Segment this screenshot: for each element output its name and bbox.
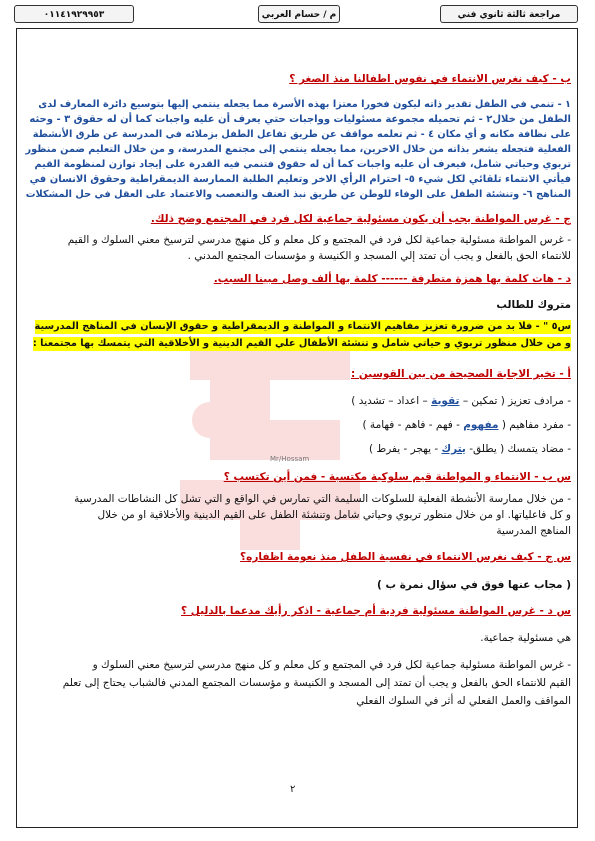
choice-suffix: - يهجر - يفرط ) bbox=[369, 443, 442, 455]
page-number: ٢ bbox=[290, 784, 296, 795]
choice-suffix: – اعداد – تشديد ) bbox=[351, 395, 432, 407]
choice-answer: مفهوم bbox=[463, 419, 499, 431]
part-c-title: س ج - كيف نغرس الانتماء في نفسية الطفل منذ نعومة اظفاره؟ bbox=[240, 551, 571, 563]
watermark-label: Mr/Hossam bbox=[270, 455, 310, 463]
section-b-title: ب - كيف نغرس الانتماء في نفوس اطفالنا منذ الصغر ؟ bbox=[289, 73, 571, 85]
choice-item bbox=[369, 442, 571, 456]
left-for-student: متروك للطالب bbox=[496, 299, 571, 311]
choice-prefix: - مرادف تعزيز ( تمكين – bbox=[459, 395, 571, 407]
section-d-title: د - هات كلمة بها همزة متطرفة ------ كلمة بها ألف وصل مبينا السبب. bbox=[213, 273, 571, 285]
header-phone: ٠١١٤١٩٢٩٩٥٣ bbox=[14, 5, 134, 23]
header-subject: مراجعة ثالثة ثانوي فني bbox=[440, 5, 578, 23]
part-d-title: س د - غرس المواطنة مسئولية فردية أم جماعية - اذكر رأيك مدعما بالدليل ؟ bbox=[181, 605, 571, 617]
question-line: و من خلال منظور تربوي و حياتي شامل و تنشئة الأطفال علي القيم الدينية و الأخلاقية التي يتمسك بها مجتمعنا : bbox=[32, 338, 571, 349]
part-b-line: - من خلال ممارسة الأنشطة الفعلية للسلوكات السليمة التي تمارس في الواقع و التي تشل كل النشاطات المدرسية bbox=[74, 493, 571, 505]
part-b-line: و كل فاعلياتها. او من خلال منظور تربوي وحياتي شامل وتنشئة الطفل على القيم الدينية والأخلاقية او من خلال bbox=[97, 509, 571, 521]
section-c-line: للانتماء الحق بالفعل و يجب أن تمتد إلي المسجد و الكنيسة و مؤسسات المجتمع المدني . bbox=[187, 250, 571, 262]
part-b-line: المناهج المدرسية bbox=[496, 525, 571, 537]
section-b-line: على نظافة مكانه و أي مكان ٤ - ثم تعلمه مواقف عن طريق تفاعل الطفل بزملائه في المدرسة عن طرق الأنشطة bbox=[32, 129, 571, 140]
part-d-opinion: هي مسئولية جماعية. bbox=[480, 632, 571, 644]
choice-answer: تقوية bbox=[431, 395, 460, 407]
part-d-line: المواقف والعمل الفعلي له أثر في السلوك الفعلي bbox=[356, 695, 571, 707]
section-b-line: فيأتي الانتماء تلقائي لكل شيء ٥- احترام الرأي الاخر وتعليم الطلبة الممارسة الديمقراطية وحقوق الانسان في bbox=[29, 174, 571, 185]
section-b-line: الفعلية فتجعله يشعر بذاته من خلال الاخرين، مما يجعله ينتمي إلى مجتمع المدرسة، و من خلال التعليم ضمن منظور bbox=[25, 144, 571, 155]
choice-suffix: - فهم - فاهم - فهامة ) bbox=[362, 419, 464, 431]
section-b-line: تربوي وحياتي شامل، فيعرف أن عليه واجبات كما أن له حقوق فتنمي فيه القدرة على إيجاد توازن لمنظومة القيم bbox=[34, 159, 571, 170]
part-b-title: س ب - الانتماء و المواطنة قيم سلوكية مكتسبة - فمن أين تكتسب ؟ bbox=[223, 471, 571, 483]
part-c-answer: ( مجاب عنها فوق في سؤال نمرة ب ) bbox=[377, 579, 571, 591]
part-d-line: القيم للانتماء الحق بالفعل و يجب أن تمتد إلى المسجد و الكنيسة و مؤسسات المجتمع المدني فالشباب يحتاج إلى تعلم bbox=[62, 677, 571, 689]
question-line: س٥ " - فلا بد من ضرورة تعزيز مفاهيم الانتماء و المواطنة و الديمقراطية و حقوق الإنسان في المناهج المدرسية bbox=[34, 321, 571, 332]
section-b-line: ١ - تنمي في الطفل تقدير ذاته ليكون فخورا معتزا بهذه الأسرة مما يجعله ينتمي إليها بتوسيع دائرة المعارف لدى bbox=[38, 99, 571, 110]
choice-answer: يترك bbox=[441, 443, 466, 455]
part-a-title: أ - تخير الاجابة الصحيحة من بين القوسين : bbox=[350, 368, 571, 380]
choice-prefix: - مضاد يتمسك ( يطلق- bbox=[465, 443, 571, 455]
choice-item bbox=[351, 394, 571, 408]
part-d-line: - غرس المواطنة مسئولية جماعية لكل فرد في المجتمع و كل معلم و كل منهج مدرسي لترسيخ معني السلوك و bbox=[92, 659, 571, 671]
section-c-title: ج - غرس المواطنة يجب أن يكون مسئولية جماعية لكل فرد في المجتمع وضح ذلك. bbox=[150, 213, 571, 225]
section-b-line: المناهج ٦- وتنشئة الطفل على الوفاء للوطن عن طريق نبذ العنف والتعصب والاعتماد على العقل في حل المشكلات bbox=[25, 189, 571, 200]
choice-prefix: - مفرد مفاهيم ( bbox=[498, 419, 571, 431]
choice-item bbox=[363, 418, 572, 432]
header-teacher: م / حسام العربي bbox=[258, 5, 340, 23]
section-c-line: - غرس المواطنة مسئولية جماعية لكل فرد في المجتمع و كل معلم و كل منهج مدرسي لترسيخ معني السلوك و القيم bbox=[67, 234, 571, 246]
section-b-line: الطفل من خلال٢ - ثم تحميله مجموعة مسئوليات وواجبات حتي يعرف أن عليه واجبات كما أن له حقوق ٣ - وحثه bbox=[29, 114, 571, 125]
